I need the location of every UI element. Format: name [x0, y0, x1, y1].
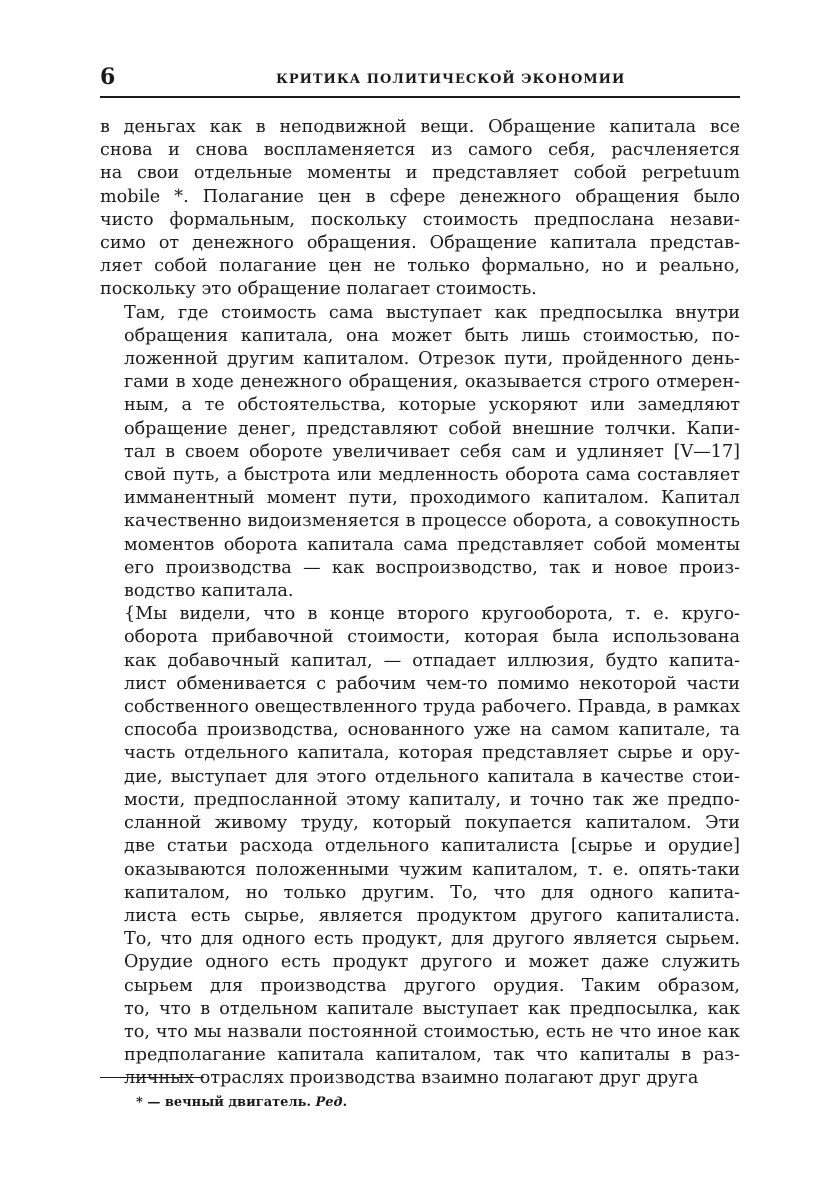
text-line: обращение денег, представляют собой внешние толчки. Капи- — [124, 418, 740, 439]
text-line: моментов оборота капитала сама представляет собой моменты — [124, 534, 740, 555]
text-line: чисто формальным, поскольку стоимость предпослана незави- — [100, 209, 740, 230]
text-line: То, что для одного есть продукт, для другого является сырьем. — [124, 929, 740, 950]
text-line: способа производства, основанного уже на самом капитале, та — [124, 720, 740, 741]
footnote — [136, 1095, 347, 1110]
text-line: сырьем для производства другого орудия. Таким образом, — [124, 975, 740, 996]
text-line: снова и снова воспламеняется из самого себя, расчленяется — [100, 140, 740, 161]
text-line: Орудие одного есть продукт другого и может даже служить — [124, 952, 740, 973]
text-line: тал в своем обороте увеличивает себя сам и удлиняет [V—17] — [124, 441, 740, 462]
text-line: обращения капитала, она может быть лишь стоимостью, по- — [124, 325, 740, 346]
text-line: собственного овеществленного труда рабочего. Правда, в рамках — [124, 697, 740, 718]
text-line: имманентный момент пути, проходимого капиталом. Капитал — [124, 488, 740, 509]
text-line: гами в ходе денежного обращения, оказывается строго отмерен- — [124, 372, 740, 393]
text-line: mobile *. Полагание цен в сфере денежного обращения было — [100, 186, 740, 207]
text-line: предполагание капитала капиталом, так что капиталы в раз- — [124, 1045, 740, 1066]
paragraph — [100, 116, 740, 302]
text-line: его производства — как воспроизводство, так и новое произ- — [124, 557, 740, 578]
page-number: 6 — [100, 64, 116, 90]
text-line: свой путь, а быстрота или медленность оборота сама составляет — [124, 465, 740, 486]
text-line: оказываются положенными чужим капиталом, т. е. опять-таки — [124, 859, 740, 880]
text-line: поскольку это обращение полагает стоимость. — [100, 279, 537, 300]
text-line: капиталом, но только другим. То, что для одного капита- — [124, 882, 740, 903]
text-line: симо от денежного обращения. Обращение капитала представ- — [100, 233, 740, 254]
text-line: листа есть сырье, является продуктом другого капиталиста. — [124, 905, 740, 926]
footnote-marker: * — — [136, 1095, 161, 1110]
text-line: ложенной другим капиталом. Отрезок пути, пройденного день- — [124, 349, 740, 370]
text-line: качественно видоизменяется в процессе оборота, а совокупность — [124, 511, 740, 532]
running-head: КРИТИКА ПОЛИТИЧЕСКОЙ ЭКОНОМИИ — [276, 72, 626, 87]
text-line: как добавочный капитал, — отпадает иллюзия, будто капита- — [124, 650, 740, 671]
footnote-editor: Ред. — [315, 1095, 348, 1110]
text-line: мости, предпосланной этому капиталу, и точно так же предпо- — [124, 789, 740, 810]
footnote-text: вечный двигатель. — [164, 1095, 311, 1110]
text-line: две статьи расхода отдельного капиталиста [сырье и орудие] — [124, 836, 740, 857]
text-line: сланной живому труду, который покупается капиталом. Эти — [124, 813, 740, 834]
paragraph — [100, 603, 740, 1090]
text-line: личных отраслях производства взаимно полагают друг друга — [124, 1068, 699, 1089]
footnote-rule — [100, 1077, 204, 1078]
text-line: дие, выступает для этого отдельного капитала в качестве стои- — [124, 766, 740, 787]
text-line: то, что в отдельном капитале выступает как предпосылка, как — [124, 998, 740, 1019]
text-line: водство капитала. — [124, 581, 294, 602]
paragraph — [100, 302, 740, 604]
text-line: то, что мы назвали постоянной стоимостью, есть не что иное как — [124, 1021, 740, 1042]
text-line: лист обменивается с рабочим чем-то помимо некоторой части — [124, 673, 740, 694]
text-line: Там, где стоимость сама выступает как предпосылка внутри — [124, 302, 740, 323]
text-line: ным, а те обстоятельства, которые ускоряют или замедляют — [124, 395, 740, 416]
text-line: на свои отдельные моменты и представляет собой perpetuum — [100, 163, 740, 184]
text-line: ляет собой полагание цен не только формально, но и реально, — [100, 256, 740, 277]
text-line: часть отдельного капитала, которая представляет сырье и ору- — [124, 743, 740, 764]
body-text — [100, 116, 740, 1091]
page-header — [100, 64, 740, 98]
text-line: оборота прибавочной стоимости, которая была использована — [124, 627, 740, 648]
text-line: в деньгах как в неподвижной вещи. Обращение капитала все — [100, 117, 740, 137]
text-line: {Мы видели, что в конце второго кругооборота, т. е. круго- — [124, 604, 740, 625]
header-rule — [100, 96, 740, 98]
